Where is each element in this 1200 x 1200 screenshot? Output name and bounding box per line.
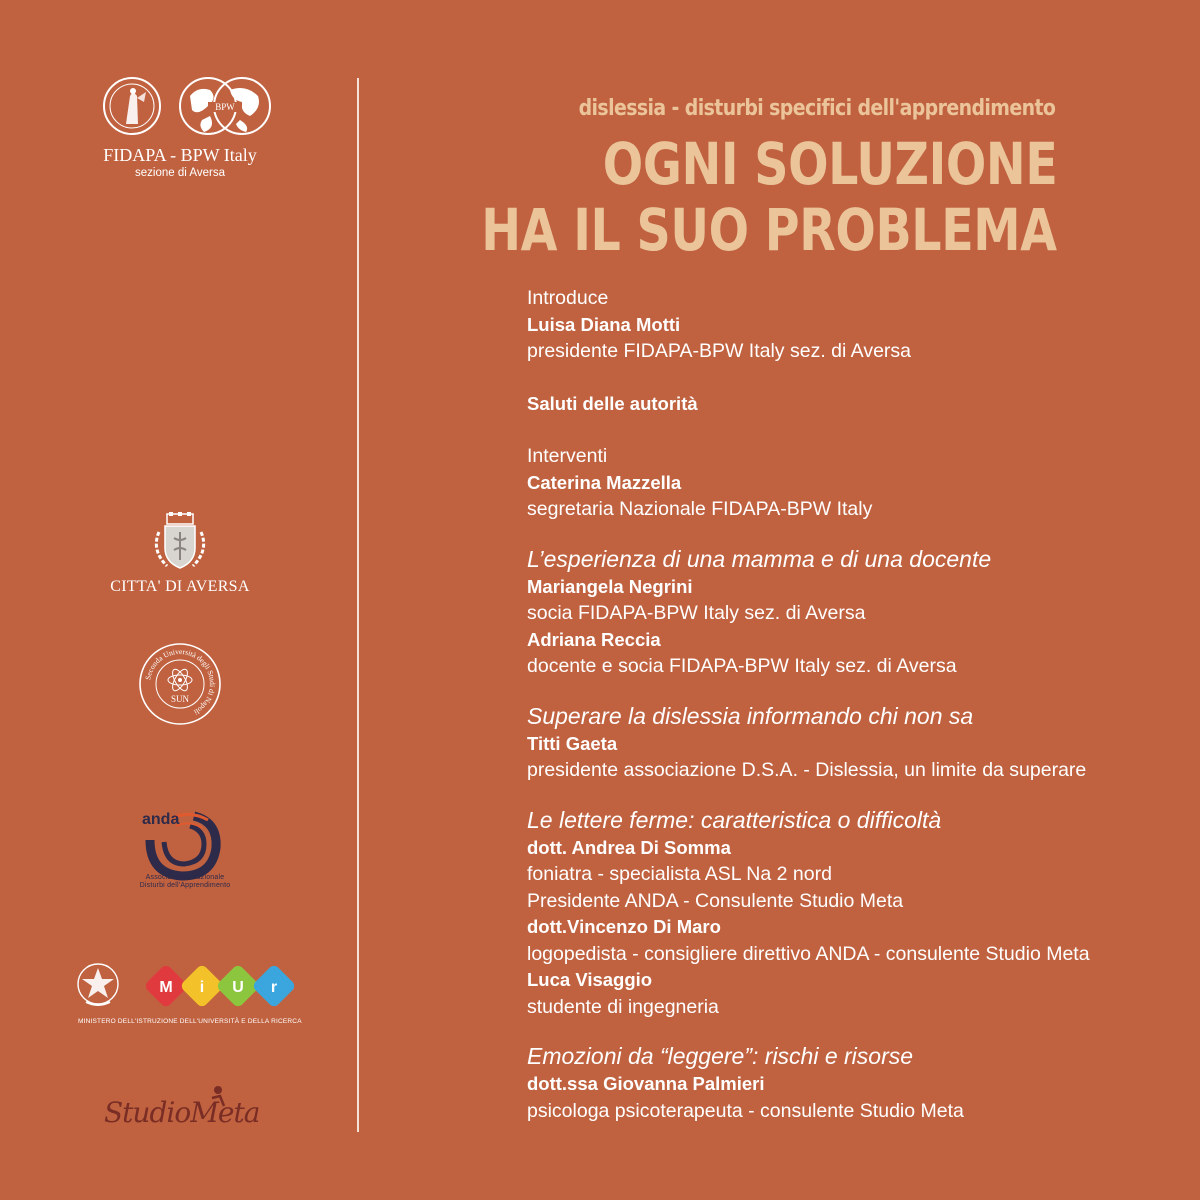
talk1-title: L’esperienza di una mamma e di una docente: [527, 545, 992, 572]
event-title-line2: HA IL SUO PROBLEMA: [481, 196, 1057, 264]
talk1-speaker2: Adriana Reccia: [527, 628, 661, 650]
anda-line2: Disturbi dell'Apprendimento: [139, 882, 231, 889]
program: [527, 285, 1187, 1124]
miur-logo: [76, 962, 306, 1032]
saluti: Saluti delle autorità: [527, 392, 698, 414]
talk4-title: Emozioni da “leggere”: rischi e risorse: [527, 1043, 914, 1069]
interventi-name: Caterina Mazzella: [527, 471, 682, 493]
talk1-role2: docente e socia FIDAPA-BPW Italy sez. di Aversa: [527, 655, 957, 677]
studiometa-wordmark-icon: [100, 1082, 290, 1132]
talk2-title: Superare la dislessia informando chi non sa: [527, 702, 974, 729]
fidapa-name: FIDAPA - BPW Italy: [103, 145, 257, 165]
aversa-name: CITTA' DI AVERSA: [110, 578, 250, 595]
miur-ministry: MINISTERO DELL'ISTRUZIONE DELL'UNIVERSITÀ E DELLA RICERCA: [78, 1018, 302, 1025]
fidapa-logo: [0, 76, 360, 179]
event-subtitle: dislessia - disturbi specifici dell'apprendimento: [578, 96, 1055, 121]
talk3-title: Le lettere ferme: caratteristica o difficoltà: [527, 806, 942, 833]
sun-logo: [0, 642, 360, 731]
talk4-speaker1: dott.ssa Giovanna Palmieri: [527, 1073, 765, 1094]
event-title-line1: OGNI SOLUZIONE: [602, 130, 1057, 198]
talk2-speaker1: Titti Gaeta: [527, 732, 618, 754]
talk3-speaker2: dott.Vincenzo Di Maro: [527, 916, 721, 937]
talk3-role1b: Presidente ANDA - Consulente Studio Meta: [527, 889, 904, 912]
miur-letter-r: r: [270, 979, 278, 996]
anda-brand: anda: [142, 811, 180, 828]
fidapa-section: sezione di Aversa: [135, 167, 225, 179]
aversa-logo: [0, 512, 360, 596]
italian-emblem-icon: [76, 962, 120, 1008]
intro-name: Luisa Diana Motti: [527, 313, 681, 335]
miur-letters-icon: [146, 964, 296, 1008]
fidapa-emblem-icon: [80, 76, 280, 138]
talk1-role1: socia FIDAPA-BPW Italy sez. di Aversa: [527, 602, 866, 624]
sun-university-seal-icon: [138, 642, 222, 726]
anda-line1: Associazione Nazionale: [145, 874, 225, 881]
interventi-role: segretaria Nazionale FIDAPA-BPW Italy: [527, 498, 873, 520]
talk3-speaker1: dott. Andrea Di Somma: [527, 836, 731, 858]
talk2-role1: presidente associazione D.S.A. - Dislessia, un limite da superare: [527, 759, 1087, 781]
miur-letter-i: i: [199, 979, 205, 996]
miur-letter-m: M: [159, 979, 173, 996]
bpw-globe-text: BPW: [215, 102, 235, 112]
talk3-speaker3: Luca Visaggio: [527, 969, 653, 990]
interventi-label: Interventi: [527, 445, 608, 467]
studiometa-name: StudioMeta: [104, 1096, 260, 1129]
aversa-coat-of-arms-icon: [145, 512, 215, 572]
studiometa-logo: [100, 1082, 290, 1132]
sun-acronym: SUN: [170, 694, 190, 704]
talk4-role1: psicologa psicoterapeuta - consulente Studio Meta: [527, 1099, 964, 1122]
talk1-speaker1: Mariangela Negrini: [527, 575, 693, 597]
talk3-role3: studente di ingegneria: [527, 995, 719, 1018]
sun-ring-text: Seconda Università degli Studi di Napoli: [143, 646, 218, 717]
intro-role: presidente FIDAPA-BPW Italy sez. di Aversa: [527, 340, 912, 362]
vertical-divider: [357, 78, 359, 1132]
anda-swirl-icon: [120, 804, 240, 882]
talk3-role1a: foniatra - specialista ASL Na 2 nord: [527, 863, 832, 885]
miur-letter-u: U: [232, 979, 244, 996]
anda-logo: [0, 804, 360, 896]
intro-label: Introduce: [527, 287, 609, 309]
talk3-role2: logopedista - consigliere direttivo ANDA - consulente Studio Meta: [527, 942, 1090, 965]
